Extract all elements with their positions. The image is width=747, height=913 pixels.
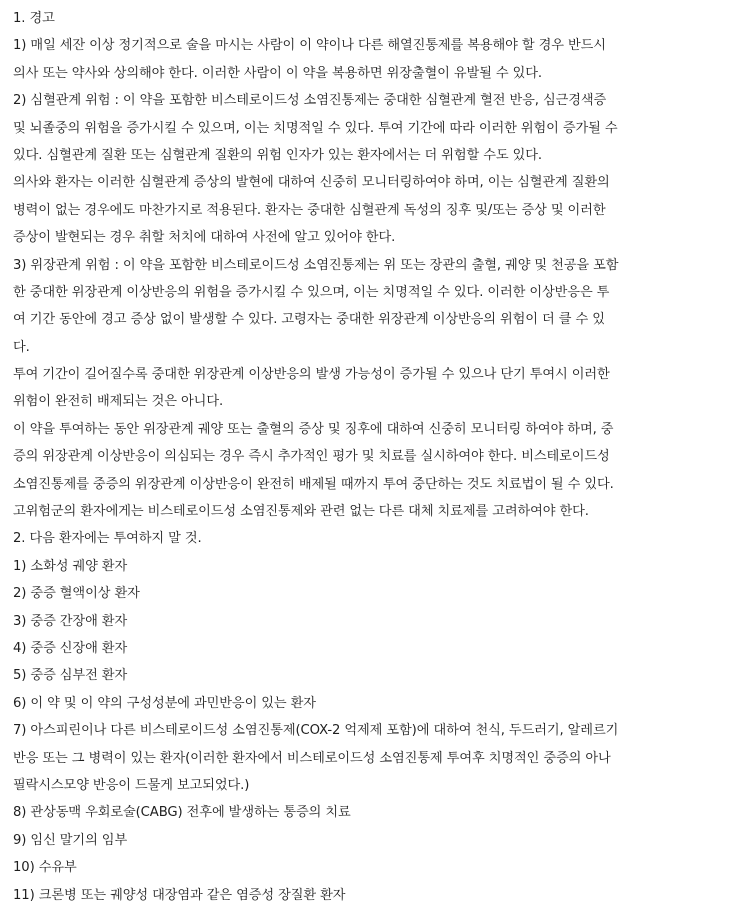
list-item: 9) 임신 말기의 임부 [13,832,128,848]
list-item: 6) 이 약 및 이 약의 구성성분에 과민반응이 있는 환자 [13,695,316,711]
section-heading-contraindications: 2. 다음 환자에는 투여하지 말 것. [13,531,202,547]
text-line: 여 기간 동안에 경고 증상 없이 발생할 수 있다. 고령자는 중대한 위장관계 이상반응의 위험이 더 클 수 있 [13,312,605,328]
text-line: 병력이 없는 경우에도 마찬가지로 적용된다. 환자는 중대한 심혈관계 독성의 징후 및/또는 증상 및 이러한 [13,202,606,218]
text-line: 있다. 심혈관계 질환 또는 심혈관계 질환의 위험 인자가 있는 환자에서는 더 위험할 수도 있다. [13,147,543,163]
text-line: 위험이 완전히 배제되는 것은 아니다. [13,394,224,410]
text-line: 반응 또는 그 병력이 있는 환자(이러한 환자에서 비스테로이드성 소염진통제 투여후 치명적인 중증의 아나 [13,750,611,766]
list-item: 5) 중증 심부전 환자 [13,668,128,684]
text-line: 2) 심혈관계 위험 : 이 약을 포함한 비스테로이드성 소염진통제는 중대한 심혈관계 혈전 반응, 심근경색증 [13,93,607,109]
text-line: 의사 또는 약사와 상의해야 한다. 이러한 사람이 이 약을 복용하면 위장출혈이 유발될 수 있다. [13,65,543,81]
list-item: 3) 중증 간장애 환자 [13,613,128,629]
list-item: 10) 수유부 [13,860,77,876]
text-line: 한 중대한 위장관계 이상반응의 위험을 증가시킬 수 있으며, 이는 치명적일 수 있다. 이러한 이상반응은 투 [13,284,610,300]
text-line: 다. [13,339,30,355]
list-item: 1) 소화성 궤양 환자 [13,558,128,574]
text-line: 및 뇌졸중의 위험을 증가시킬 수 있으며, 이는 치명적일 수 있다. 투여 기간에 따라 이러한 위험이 증가될 수 [13,120,618,136]
text-line: 필락시스모양 반응이 드물게 보고되었다.) [13,777,250,793]
text-line: 1) 매일 세잔 이상 정기적으로 술을 마시는 사람이 이 약이나 다른 해열진통제를 복용해야 할 경우 반드시 [13,38,606,54]
list-item: 4) 중증 신장애 환자 [13,640,128,656]
text-line: 이 약을 투여하는 동안 위장관계 궤양 또는 출혈의 증상 및 징후에 대하여 신중히 모니터링 하여야 하며, 중 [13,421,614,437]
text-line: 투여 기간이 길어질수록 중대한 위장관계 이상반응의 발생 가능성이 증가될 수 있으나 단기 투여시 이러한 [13,367,610,383]
text-line: 3) 위장관계 위험 : 이 약을 포함한 비스테로이드성 소염진통제는 위 또는 장관의 출혈, 궤양 및 천공을 포함 [13,257,619,273]
list-item: 11) 크론병 또는 궤양성 대장염과 같은 염증성 장질환 환자 [13,887,346,903]
list-item: 7) 아스피린이나 다른 비스테로이드성 소염진통제(COX-2 억제제 포함)에 대하여 천식, 두드러기, 알레르기 [13,723,619,739]
text-line: 고위험군의 환자에게는 비스테로이드성 소염진통제와 관련 없는 다른 대체 치료제를 고려하여야 한다. [13,504,589,520]
list-item: 2) 중증 혈액이상 환자 [13,586,140,602]
section-heading-warnings: 1. 경고 [13,11,55,26]
list-item: 8) 관상동맥 우회로술(CABG) 전후에 발생하는 통증의 치료 [13,805,351,821]
text-line: 의사와 환자는 이러한 심혈관계 증상의 발현에 대하여 신중히 모니터링하여야 하며, 이는 심혈관계 질환의 [13,175,610,191]
text-line: 소염진통제를 중증의 위장관계 이상반응이 완전히 배제될 때까지 투여 중단하는 것도 치료법이 될 수 있다. [13,476,614,492]
text-line: 증의 위장관계 이상반응이 의심되는 경우 즉시 추가적인 평가 및 치료를 실시하여야 한다. 비스테로이드성 [13,449,610,465]
text-line: 증상이 발현되는 경우 취할 처치에 대하여 사전에 알고 있어야 한다. [13,230,396,246]
document-body [13,5,741,909]
